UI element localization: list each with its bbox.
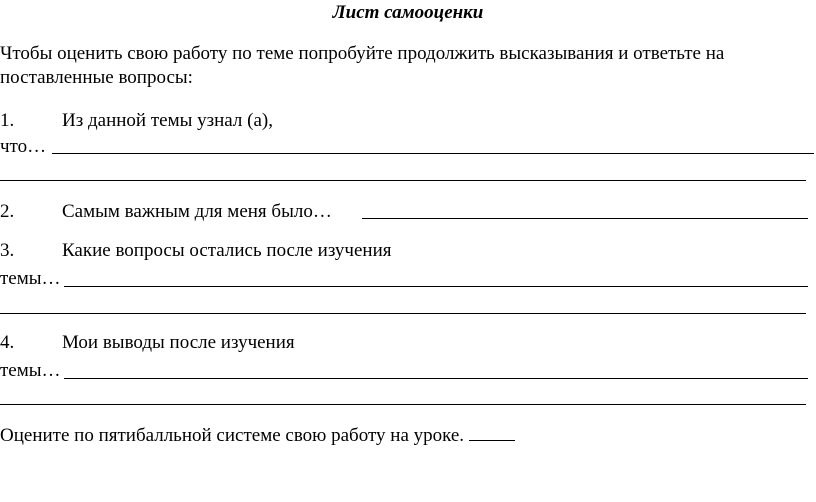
- intro-line-1: Чтобы оценить свою работу по теме попробуйте продолжить высказывания и ответьте на: [0, 43, 725, 64]
- question-4-continuation: темы…: [0, 360, 61, 381]
- question-4-text: Мои выводы после изучения: [62, 332, 295, 353]
- answer-3-line-2[interactable]: [0, 313, 806, 314]
- answer-1-line-2[interactable]: [0, 180, 806, 181]
- question-1-number: 1.: [0, 110, 15, 131]
- question-3-text: Какие вопросы остались после изучения: [62, 240, 392, 261]
- question-2: [0, 201, 332, 223]
- question-2-text: Самым важным для меня было…: [62, 201, 332, 222]
- answer-4-line-2[interactable]: [0, 404, 806, 405]
- rating-text: Оцените по пятибалльной системе свою работу на уроке.: [0, 425, 465, 446]
- answer-2-line[interactable]: [362, 218, 808, 219]
- rating-prompt: [0, 425, 515, 447]
- answer-3-line-1[interactable]: [64, 286, 808, 287]
- page-title: Лист самооценки: [332, 2, 484, 23]
- question-2-number: 2.: [0, 201, 15, 222]
- answer-1-line-1[interactable]: [52, 153, 814, 154]
- question-3-number: 3.: [0, 240, 15, 261]
- question-4-number: 4.: [0, 332, 15, 353]
- question-1-continuation: что…: [0, 136, 47, 157]
- question-4: [0, 332, 295, 354]
- question-3: [0, 240, 392, 262]
- intro-line-2: поставленные вопросы:: [0, 67, 193, 88]
- question-1: [0, 110, 273, 132]
- question-1-text: Из данной темы узнал (а),: [62, 110, 273, 131]
- question-3-continuation: темы…: [0, 268, 61, 289]
- rating-answer-line[interactable]: [469, 440, 515, 441]
- answer-4-line-1[interactable]: [64, 378, 808, 379]
